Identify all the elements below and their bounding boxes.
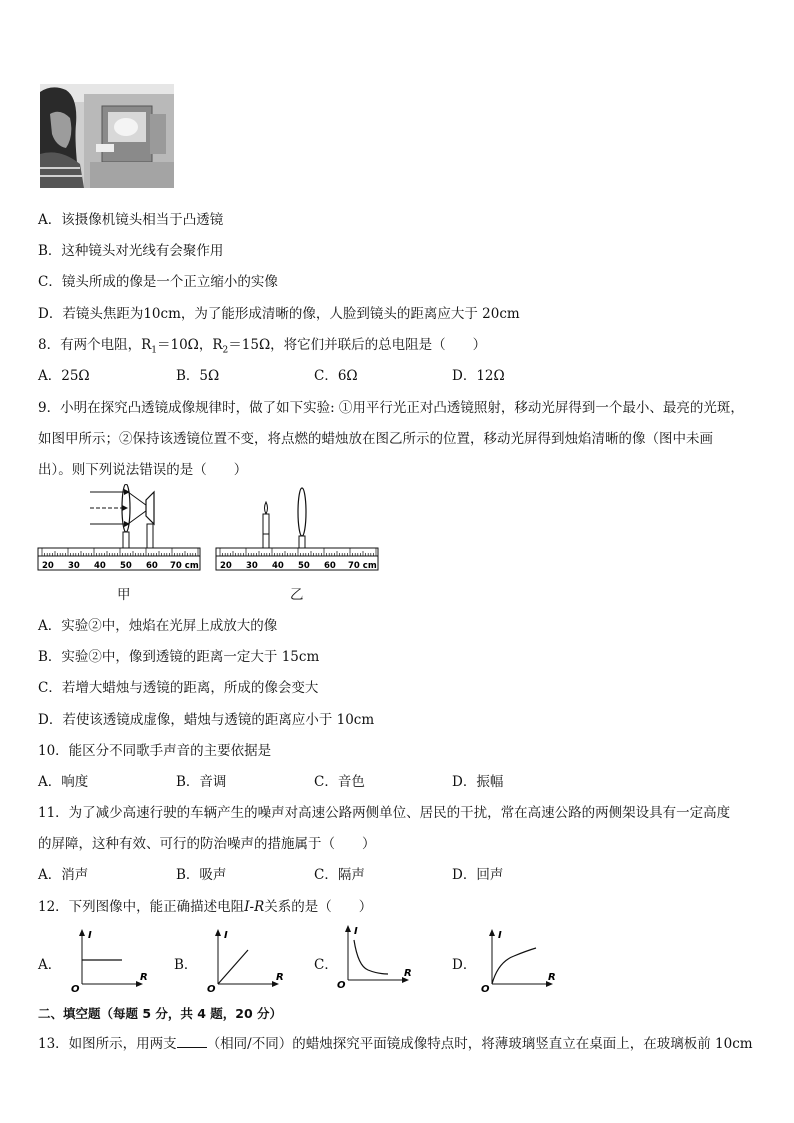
jia-tick-label: 70 cm (170, 561, 199, 571)
q9-option-c: C．若增大蜡烛与透镜的距离，所成的像会变大 (38, 680, 319, 696)
q12-graph-d (478, 926, 558, 994)
q7-camera-photo (40, 84, 174, 188)
axis-x-label: R (276, 972, 284, 983)
axis-x-label: R (548, 972, 556, 983)
origin-label: O (481, 984, 490, 994)
q9-stem-line1: 9．小明在探究凸透镜成像规律时，做了如下实验: ①用平行光正对凸透镜照射，移动光屏得到一个最小、最亮的光斑， (38, 400, 744, 416)
axis-y-label: I (224, 930, 228, 941)
q10-option-b: B．音调 (176, 774, 227, 790)
q13-stem: 13．如图所示，用两支 （相同/不同）的蜡烛探究平面镜成像特点时，将薄玻璃竖直立在桌面上，在玻璃板前 10cm (38, 1032, 753, 1052)
q9-figure-jia (36, 484, 202, 580)
q12-option-a-letter: A． (38, 957, 62, 973)
yi-tick-label: 60 (324, 561, 336, 571)
jia-tick-label: 20 (42, 561, 54, 571)
yi-tick-label: 20 (220, 561, 232, 571)
q11-option-b: B．吸声 (176, 867, 227, 883)
q9-option-a: A．实验②中，烛焰在光屏上成放大的像 (38, 618, 278, 634)
q12-option-c-letter: C． (314, 957, 338, 973)
yi-tick-label: 40 (272, 561, 284, 571)
axis-x-label: R (140, 972, 148, 983)
q8-option-a: A．25Ω (38, 368, 90, 384)
q12-option-d-letter: D． (452, 957, 477, 973)
q9-figure-jia-label: 甲 (117, 587, 131, 603)
q13-answer-blank[interactable] (177, 1033, 207, 1048)
q10-option-d: D．振幅 (452, 774, 504, 790)
origin-label: O (71, 984, 80, 994)
yi-tick-label: 30 (246, 561, 258, 571)
q10-option-c: C．音色 (314, 774, 365, 790)
axis-y-label: I (354, 926, 358, 937)
q12-graph-b (204, 926, 284, 994)
q9-option-d: D．若使该透镜成虚像，蜡烛与透镜的距离应小于 10cm (38, 712, 375, 728)
axis-y-label: I (498, 930, 502, 941)
q7-option-d: D．若镜头焦距为10cm，为了能形成清晰的像，人脸到镜头的距离应大于 20cm (38, 306, 520, 322)
q10-option-a: A．响度 (38, 774, 89, 790)
q11-option-d: D．回声 (452, 867, 504, 883)
q11-stem-line2: 的屏障，这种有效、可行的防治噪声的措施属于（ ） (38, 836, 376, 852)
q8-option-d: D．12Ω (452, 368, 505, 384)
q7-option-b: B．这种镜头对光线有会聚作用 (38, 243, 224, 259)
q7-option-a: A．该摄像机镜头相当于凸透镜 (38, 212, 224, 228)
jia-tick-label: 50 (120, 561, 132, 571)
q9-figure-yi-label: 乙 (290, 587, 304, 603)
yi-tick-label: 50 (298, 561, 310, 571)
jia-tick-label: 30 (68, 561, 80, 571)
origin-label: O (337, 980, 346, 990)
q8-option-b: B．5Ω (176, 368, 220, 384)
q7-option-c: C．镜头所成的像是一个正立缩小的实像 (38, 274, 278, 290)
q10-stem: 10．能区分不同歌手声音的主要依据是 (38, 743, 272, 759)
q12-option-b-letter: B． (174, 957, 198, 973)
q8-stem: 8．有两个电阻，$R_1=10\Omega$，$R_2=15\Omega$，将它们并联后的总电阻是（ ） (38, 337, 487, 356)
q11-stem-line1: 11．为了减少高速行驶的车辆产生的噪声对高速公路两侧单位、居民的干扰，常在高速公路的两侧架设具有一定高度 (38, 805, 731, 821)
q11-option-c: C．隔声 (314, 867, 365, 883)
axis-x-label: R (404, 968, 412, 979)
q9-option-b: B．实验②中，像到透镜的距离一定大于 15cm (38, 649, 320, 665)
q12-stem: 12．下列图像中，能正确描述电阻I-R关系的是（ ） (38, 899, 373, 915)
q9-stem-line2: 如图甲所示；②保持该透镜位置不变，将点燃的蜡烛放在图乙所示的位置，移动光屏得到烛焰清晰的像（图中未画 (38, 431, 713, 447)
yi-tick-label: 70 cm (348, 561, 377, 571)
jia-tick-label: 60 (146, 561, 158, 571)
axis-y-label: I (88, 930, 92, 941)
q9-stem-line3: 出）。则下列说法错误的是（ ） (38, 462, 248, 478)
origin-label: O (207, 984, 216, 994)
q11-option-a: A．消声 (38, 867, 89, 883)
section-2-heading: 二、填空题（每题 5 分，共 4 题，20 分） (38, 1006, 283, 1021)
jia-tick-label: 40 (94, 561, 106, 571)
q12-graph-a (68, 926, 148, 994)
q9-figure-yi (214, 484, 380, 580)
q8-option-c: C．6Ω (314, 368, 358, 384)
q12-graph-c (334, 922, 414, 990)
